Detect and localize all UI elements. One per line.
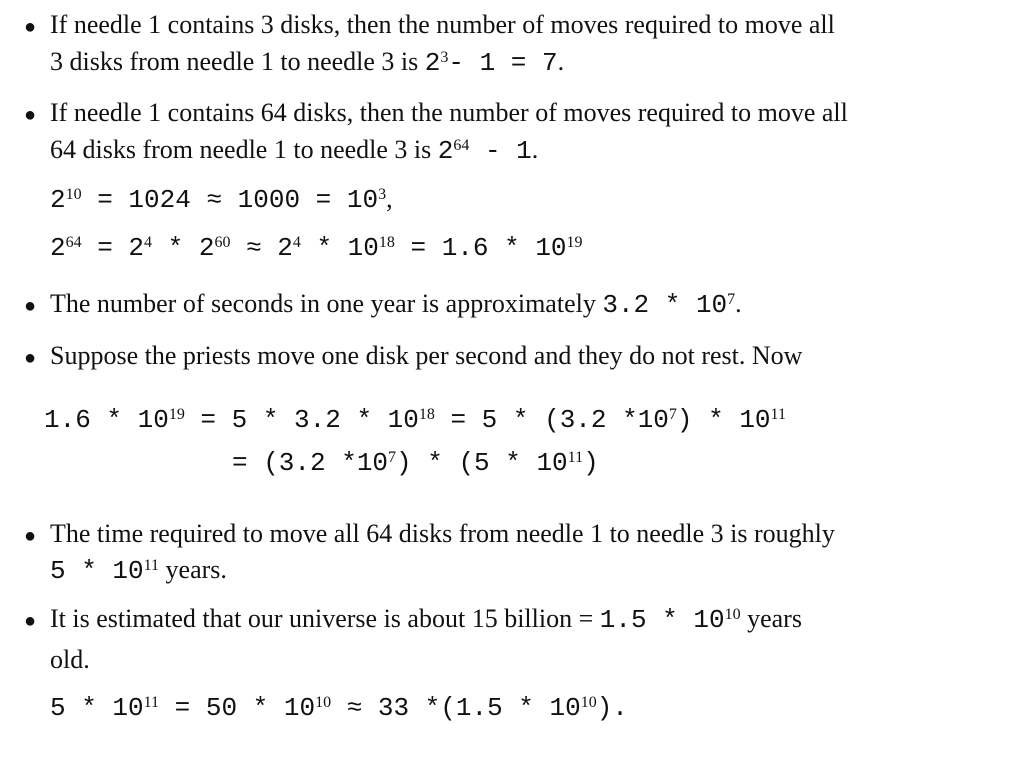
- bullet-6-line-1: It is estimated that our universe is about 15 billion = $1.5 * 10^{10}$ years: [50, 604, 802, 635]
- bullet-2-line-1: If needle 1 contains 64 disks, then the number of moves required to move all: [50, 98, 848, 127]
- equation-2: $2^{64} = 2^4 * 2^{60} \approx 2^4 * 10^{18} = 1.6 * 10^{19}$: [50, 233, 583, 263]
- bullet-6-icon: ●: [24, 610, 37, 632]
- bullet-1-text: 3 disks from needle 1 to needle 3 is: [50, 47, 425, 76]
- bullet-5-formula: $5 * 10^{11}$: [50, 556, 160, 586]
- bullet-1-formula: $2^3-$ 1 = 7: [424, 48, 558, 78]
- bullet-1-icon: ●: [24, 16, 37, 38]
- equation-3: $1.6 * 10^{19} = 5 * 3.2 * 10^{18} = 5 * (3.2$ $*10^7) * 10^{11}$: [44, 405, 786, 435]
- bullet-3-formula: $3.2 * 10^7$: [602, 290, 736, 320]
- bullet-2-line-2: 64 disks from needle 1 to needle 3 is $2^{64} - 1$.: [50, 135, 539, 166]
- equation-5: $5 * 10^{11} = 50 * 10^{10} \approx 33$ $*(1.5 * 10^{10})$.: [50, 693, 628, 723]
- bullet-3-line: The number of seconds in one year is approximately $3.2 * 10^7$.: [50, 289, 742, 320]
- bullet-3-icon: ●: [24, 295, 37, 317]
- equation-1: $2^{10} = 1024 \approx 1000 = 10^3$,: [50, 184, 393, 215]
- bullet-2-formula: $2^{64} - 1$: [437, 136, 532, 166]
- bullet-1-line-1: If needle 1 contains 3 disks, then the number of moves required to move all: [50, 10, 835, 39]
- bullet-6-formula: $1.5 * 10^{10}$: [599, 605, 741, 635]
- bullet-5-line-2: $5 * 10^{11}$ years.: [50, 555, 227, 586]
- bullet-5-icon: ●: [24, 525, 37, 547]
- bullet-2-icon: ●: [24, 104, 37, 126]
- bullet-6-line-2: old.: [50, 645, 90, 674]
- bullet-5-line-1: The time required to move all 64 disks from needle 1 to needle 3 is roughly: [50, 519, 835, 548]
- equation-4: = (3.2 $*10^7) * (5 * 10^{11})$: [232, 448, 599, 478]
- bullet-1-line-2: 3 disks from needle 1 to needle 3 is $2^3-$ 1 = 7.: [50, 47, 565, 78]
- bullet-4-icon: ●: [24, 347, 37, 369]
- bullet-4-line: Suppose the priests move one disk per second and they do not rest. Now: [50, 341, 803, 370]
- bullet-2-text: 64 disks from needle 1 to needle 3 is: [50, 135, 438, 164]
